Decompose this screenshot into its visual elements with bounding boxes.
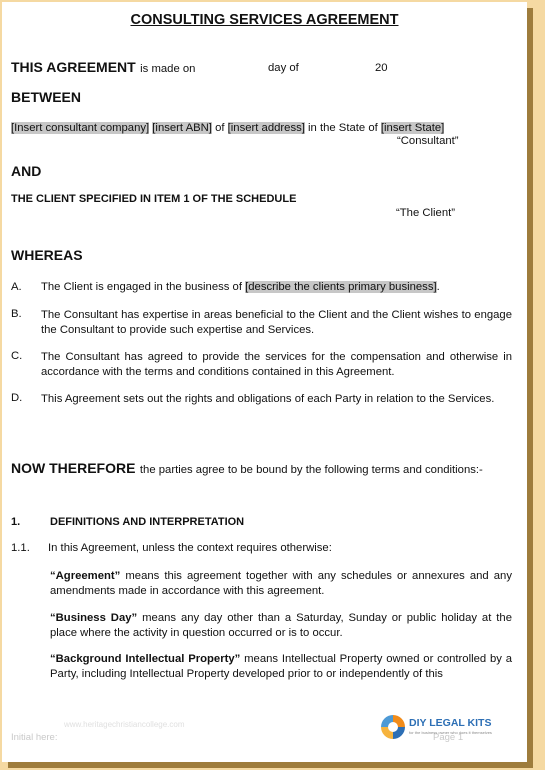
consultant-details-line xyxy=(11,122,444,134)
definition-term: “Business Day” xyxy=(50,612,138,624)
definition-text: means Intellectual Property owned or controlled by a Party, including Intellectual Property developed prior to or independently of this xyxy=(50,653,512,680)
client-label: “The Client” xyxy=(396,207,456,219)
logo-tagline: for the business owner who does it themselves xyxy=(409,730,492,735)
document-title: CONSULTING SERVICES AGREEMENT xyxy=(130,12,399,28)
recital-a-text xyxy=(41,281,440,293)
year-label: 20 xyxy=(375,62,388,74)
definition-text: means any day other than a Saturday, Sunday or public holiday at the place where the activity in question occurred or is to occur. xyxy=(50,612,512,639)
recital-b-text: The Consultant has expertise in areas beneficial to the Client and the Client wishes to engage the Consultant to provide such expertise and Services. xyxy=(41,309,512,336)
now-therefore-lead: NOW THEREFORE xyxy=(11,460,136,476)
now-therefore-rest: the parties agree to be bound by the following terms and conditions:- xyxy=(139,464,483,476)
section-title: DEFINITIONS AND INTERPRETATION xyxy=(50,516,245,528)
client-line: THE CLIENT SPECIFIED IN ITEM 1 OF THE SCHEDULE xyxy=(11,193,297,205)
consultant-company-field[interactable]: [Insert consultant company] xyxy=(11,122,150,134)
agreement-rest: is made on xyxy=(140,63,196,75)
clause-number: 1.1. xyxy=(11,542,30,554)
footer-initial: Initial here: xyxy=(11,732,58,743)
between-heading: BETWEEN xyxy=(11,89,81,105)
agreement-lead: THIS AGREEMENT xyxy=(11,59,136,75)
recital-b-letter: B. xyxy=(11,308,22,320)
and-heading: AND xyxy=(11,163,42,179)
agreement-line xyxy=(11,59,195,77)
definition-background-ip xyxy=(50,652,512,682)
consultant-label: “Consultant” xyxy=(397,135,459,147)
recital-c-letter: C. xyxy=(11,350,23,362)
consultant-address-field[interactable]: [insert address] xyxy=(227,122,305,134)
definition-agreement xyxy=(50,569,512,599)
document-page xyxy=(2,2,527,762)
day-of-label: day of xyxy=(268,62,299,74)
in-state-text: in the State of xyxy=(308,122,378,134)
recital-c-text: The Consultant has agreed to provide the services for the compensation and otherwise in accordance with the terms and conditions contained in this Agreement. xyxy=(41,351,512,378)
consultant-state-field[interactable]: [insert State] xyxy=(380,122,445,134)
footer-page-number: Page 1 xyxy=(433,732,464,743)
definition-business-day xyxy=(50,611,512,641)
recital-a-letter: A. xyxy=(11,281,22,293)
definition-term: “Agreement” xyxy=(50,570,121,582)
consultant-abn-field[interactable]: [insert ABN] xyxy=(152,122,212,134)
recital-d-text: This Agreement sets out the rights and obligations of each Party in relation to the Services. xyxy=(41,393,495,405)
section-number: 1. xyxy=(11,516,21,528)
business-description-field[interactable]: [describe the clients primary business] xyxy=(245,281,437,293)
whereas-heading: WHEREAS xyxy=(11,247,83,263)
footer-watermark-url: www.heritagechristiancollege.com xyxy=(64,720,185,729)
recital-a-post: . xyxy=(436,281,440,293)
clause-text: In this Agreement, unless the context requires otherwise: xyxy=(48,542,332,554)
now-therefore-line xyxy=(11,460,483,478)
recital-a-pre: The Client is engaged in the business of xyxy=(41,281,246,293)
logo-text: DIY LEGAL KITS xyxy=(409,717,492,729)
diy-legal-kits-logo xyxy=(378,711,498,743)
recital-d-letter: D. xyxy=(11,392,23,404)
definition-text: means this agreement together with any schedules or annexures and any amendments made in accordance with this agreement. xyxy=(50,570,512,597)
logo-icon xyxy=(378,712,408,742)
definition-term: “Background Intellectual Property” xyxy=(50,653,241,665)
of-text: of xyxy=(215,122,225,134)
